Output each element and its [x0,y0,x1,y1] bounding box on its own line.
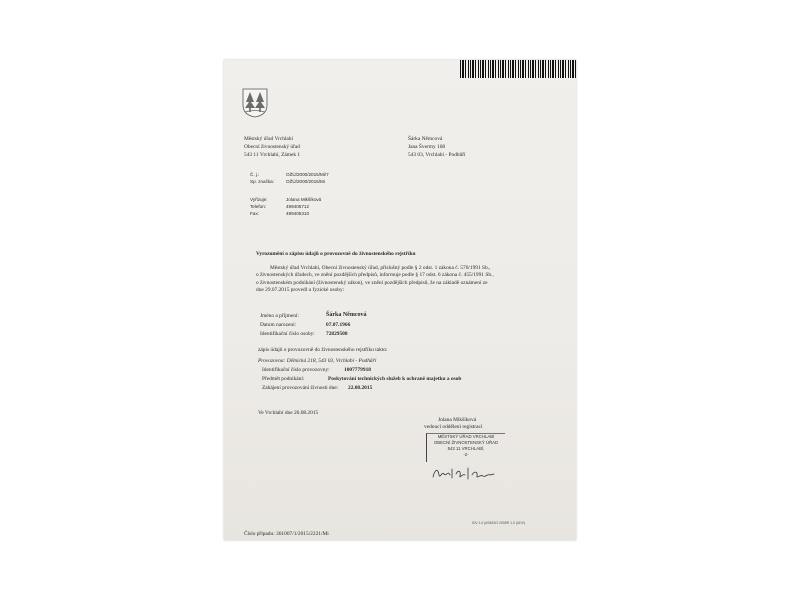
recipient-name: Šárka Němcová [408,136,443,142]
vyrizuje-label: Vyřizuje: [250,197,268,202]
stamp-line: OBECNÍ ŽIVNOSTENSKÝ ÚŘAD [433,440,499,445]
telefon-value: 499405712 [286,204,309,209]
official-stamp [426,433,505,462]
barcode [460,60,576,78]
body-line: o živnostenských úřadech, ve znění pozdějších předpisů, informuje podle § 17 odst. 6 zákona č. 455/1991 Sb., [256,272,494,279]
coat-of-arms-logo [242,88,268,118]
sender-office: Městský úřad Vrchlabí [244,136,293,142]
provozovna-id-label: Identifikační číslo provozovny: [262,367,330,373]
signature [430,465,500,481]
stamp-line: MĚSTSKÝ ÚŘAD VRCHLABÍ [437,434,495,439]
cj-label: Č. j.: [250,172,260,177]
record-intro: zápis údajů o provozovně do živnostenského rejstříku takto: [258,347,388,353]
place-date: Ve Vrchlabí dne 26.08.2015 [258,410,319,416]
ic-value: 72829508 [326,331,348,337]
recipient-street: Jana Švermy 168 [408,144,446,150]
stamp-line: -2- [463,452,469,457]
dob-value: 07.07.1966 [326,322,351,328]
body-line: Městský úřad Vrchlabí, Obecní živnostenský úřad, příslušný podle § 2 odst. 1 zákona č. 570/1991 Sb., [270,265,491,271]
provozovna-id-value: 1007779918 [344,367,371,373]
name-value: Šárka Němcová [326,312,367,318]
cj-value: OŽÚ/2000/2015/Mi/7 [286,172,329,177]
subject-value: Poskytování technických služeb k ochraně majetku a osob [328,376,462,382]
vyrizuje-value: Jolana Mikšíková [286,197,322,202]
stamp-line: 543 11 VRCHLABÍ, [447,446,485,451]
sender-address: 543 11 Vrchlabí, Zámek 1 [244,152,301,158]
signatory-name: Jolana Mikšíková [438,417,477,423]
name-label: Jméno a příjmení: [260,313,299,319]
footer-code: IDV 1.0 jd/0615/1 2005R 1.0 (UDV) [472,521,526,525]
start-label: Zahájení provozování živnosti dne: [262,385,339,391]
fax-label: Fax: [250,211,259,216]
body-paragraph [256,265,568,295]
body-line: dne 29.07.2015 provedl u fyzické osoby: [256,287,345,294]
body-line: o živnostenském podnikání (živnostenský zákon), ve znění pozdějších předpisů, že na základě oznámení ze [256,279,488,286]
telefon-label: Telefon: [250,204,267,209]
fax-value: 499405310 [286,211,309,216]
case-number: Číslo případu: 361007/1/2015/2221/Mi [244,531,329,537]
recipient-city: 543 03, Vrchlabí - Podhůří [408,152,466,158]
sender-department: Obecní živnostenský úřad [244,144,300,150]
spz-label: Sp. značka: [250,179,275,184]
subject-heading: Vyrozumění o zápisu údajů o provozovně do živnostenského rejstříku [256,251,416,257]
ic-label: Identifikační číslo osoby: [260,331,315,337]
signatory-title: vedoucí oddělení registrací [424,424,483,430]
start-value: 22.08.2015 [348,385,373,391]
spz-value: OŽÚ/2000/2015/Mi [286,179,325,184]
subject-label: Předmět podnikání: [262,376,305,382]
dob-label: Datum narození: [260,322,297,328]
document-page [224,60,576,540]
provozovna-address: Provozovna: Dělnická 218, 543 03, Vrchlabí - Podhůří [258,358,377,364]
